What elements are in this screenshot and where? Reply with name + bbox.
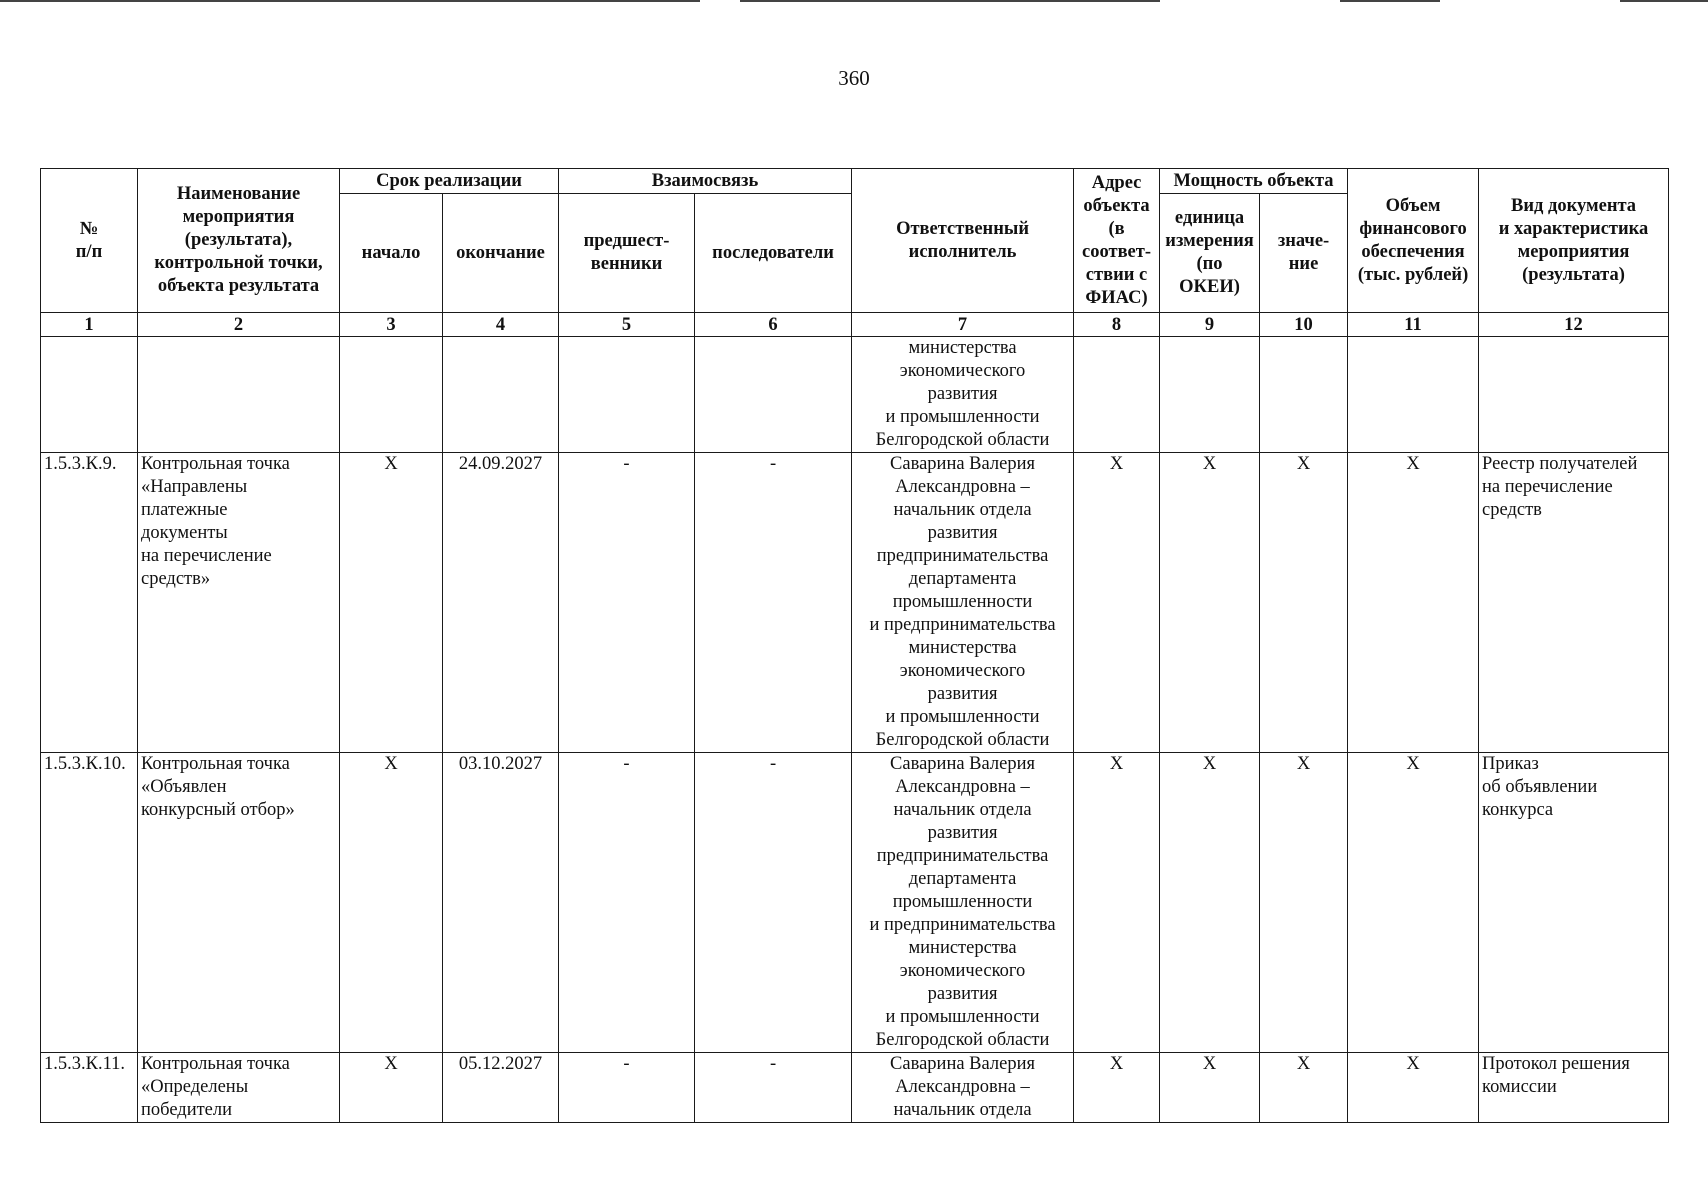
row-start: Х: [340, 1053, 443, 1123]
header-doc-type: Вид документа и характеристика мероприятия (результата): [1479, 169, 1669, 313]
row-responsible: Саварина Валерия Александровна – начальник отдела развития предпринимательства департамента промышленности и предпринимательства министерства экономического развития и промышленности Белгородской области: [852, 453, 1074, 753]
row-address: Х: [1074, 453, 1160, 753]
page-number: 360: [838, 66, 870, 90]
column-number: 4: [443, 313, 559, 337]
header-end: окончание: [443, 194, 559, 313]
header-predecessors: предшест- венники: [559, 194, 695, 313]
header-responsible: Ответственный исполнитель: [852, 169, 1074, 313]
row-num: 1.5.3.К.11.: [41, 1053, 138, 1123]
scan-top-edge: [0, 0, 1708, 2]
row-doc-type: Приказ об объявлении конкурса: [1479, 753, 1669, 1053]
row-name: [138, 337, 340, 453]
row-unit: Х: [1160, 1053, 1260, 1123]
row-unit: Х: [1160, 453, 1260, 753]
row-value: Х: [1260, 453, 1348, 753]
row-doc-type: Протокол решения комиссии: [1479, 1053, 1669, 1123]
row-predecessors: -: [559, 453, 695, 753]
row-address: Х: [1074, 753, 1160, 1053]
row-funding: Х: [1348, 1053, 1479, 1123]
table-row: [41, 1053, 1669, 1123]
row-predecessors: -: [559, 1053, 695, 1123]
column-number: 6: [695, 313, 852, 337]
table-row: [41, 753, 1669, 1053]
row-unit: Х: [1160, 753, 1260, 1053]
header-unit: единица измерения (по ОКЕИ): [1160, 194, 1260, 313]
row-num: [41, 337, 138, 453]
row-funding: Х: [1348, 753, 1479, 1053]
row-end: 03.10.2027: [443, 753, 559, 1053]
row-num: 1.5.3.К.9.: [41, 453, 138, 753]
row-doc-type: Реестр получателей на перечисление средств: [1479, 453, 1669, 753]
table-row: [41, 453, 1669, 753]
row-name: Контрольная точка «Определены победители: [138, 1053, 340, 1123]
column-number: 9: [1160, 313, 1260, 337]
row-successors: -: [695, 453, 852, 753]
column-number: 12: [1479, 313, 1669, 337]
row-funding: [1348, 337, 1479, 453]
header-link-group: Взаимосвязь: [559, 169, 852, 194]
header-address: Адрес объекта (в соответ- ствии с ФИАС): [1074, 169, 1160, 313]
header-funding: Объем финансового обеспечения (тыс. рублей): [1348, 169, 1479, 313]
column-number: 11: [1348, 313, 1479, 337]
row-start: [340, 337, 443, 453]
row-unit: [1160, 337, 1260, 453]
row-predecessors: -: [559, 753, 695, 1053]
row-predecessors: [559, 337, 695, 453]
row-end: [443, 337, 559, 453]
row-address: [1074, 337, 1160, 453]
row-funding: Х: [1348, 453, 1479, 753]
row-doc-type: [1479, 337, 1669, 453]
row-responsible: Саварина Валерия Александровна – начальник отдела: [852, 1053, 1074, 1123]
header-successors: последователи: [695, 194, 852, 313]
row-value: Х: [1260, 753, 1348, 1053]
row-value: Х: [1260, 1053, 1348, 1123]
header-name: Наименование мероприятия (результата), контрольной точки, объекта результата: [138, 169, 340, 313]
column-number: 7: [852, 313, 1074, 337]
header-start: начало: [340, 194, 443, 313]
header-num: № п/п: [41, 169, 138, 313]
header-deadline-group: Срок реализации: [340, 169, 559, 194]
table-row: [41, 337, 1669, 453]
column-number: 5: [559, 313, 695, 337]
row-successors: [695, 337, 852, 453]
header-value: значе- ние: [1260, 194, 1348, 313]
row-num: 1.5.3.К.10.: [41, 753, 138, 1053]
row-end: 24.09.2027: [443, 453, 559, 753]
row-responsible: министерства экономического развития и промышленности Белгородской области: [852, 337, 1074, 453]
row-start: Х: [340, 453, 443, 753]
row-name: Контрольная точка «Объявлен конкурсный отбор»: [138, 753, 340, 1053]
column-number: 2: [138, 313, 340, 337]
row-responsible: Саварина Валерия Александровна – начальник отдела развития предпринимательства департамента промышленности и предпринимательства министерства экономического развития и промышленности Белгородской области: [852, 753, 1074, 1053]
header-capacity-group: Мощность объекта: [1160, 169, 1348, 194]
row-start: Х: [340, 753, 443, 1053]
column-number: 10: [1260, 313, 1348, 337]
column-number: 3: [340, 313, 443, 337]
row-successors: -: [695, 753, 852, 1053]
row-value: [1260, 337, 1348, 453]
row-successors: -: [695, 1053, 852, 1123]
column-number: 1: [41, 313, 138, 337]
row-name: Контрольная точка «Направлены платежные документы на перечисление средств»: [138, 453, 340, 753]
row-address: Х: [1074, 1053, 1160, 1123]
implementation-plan-table: [40, 168, 1669, 1123]
column-number: 8: [1074, 313, 1160, 337]
row-end: 05.12.2027: [443, 1053, 559, 1123]
